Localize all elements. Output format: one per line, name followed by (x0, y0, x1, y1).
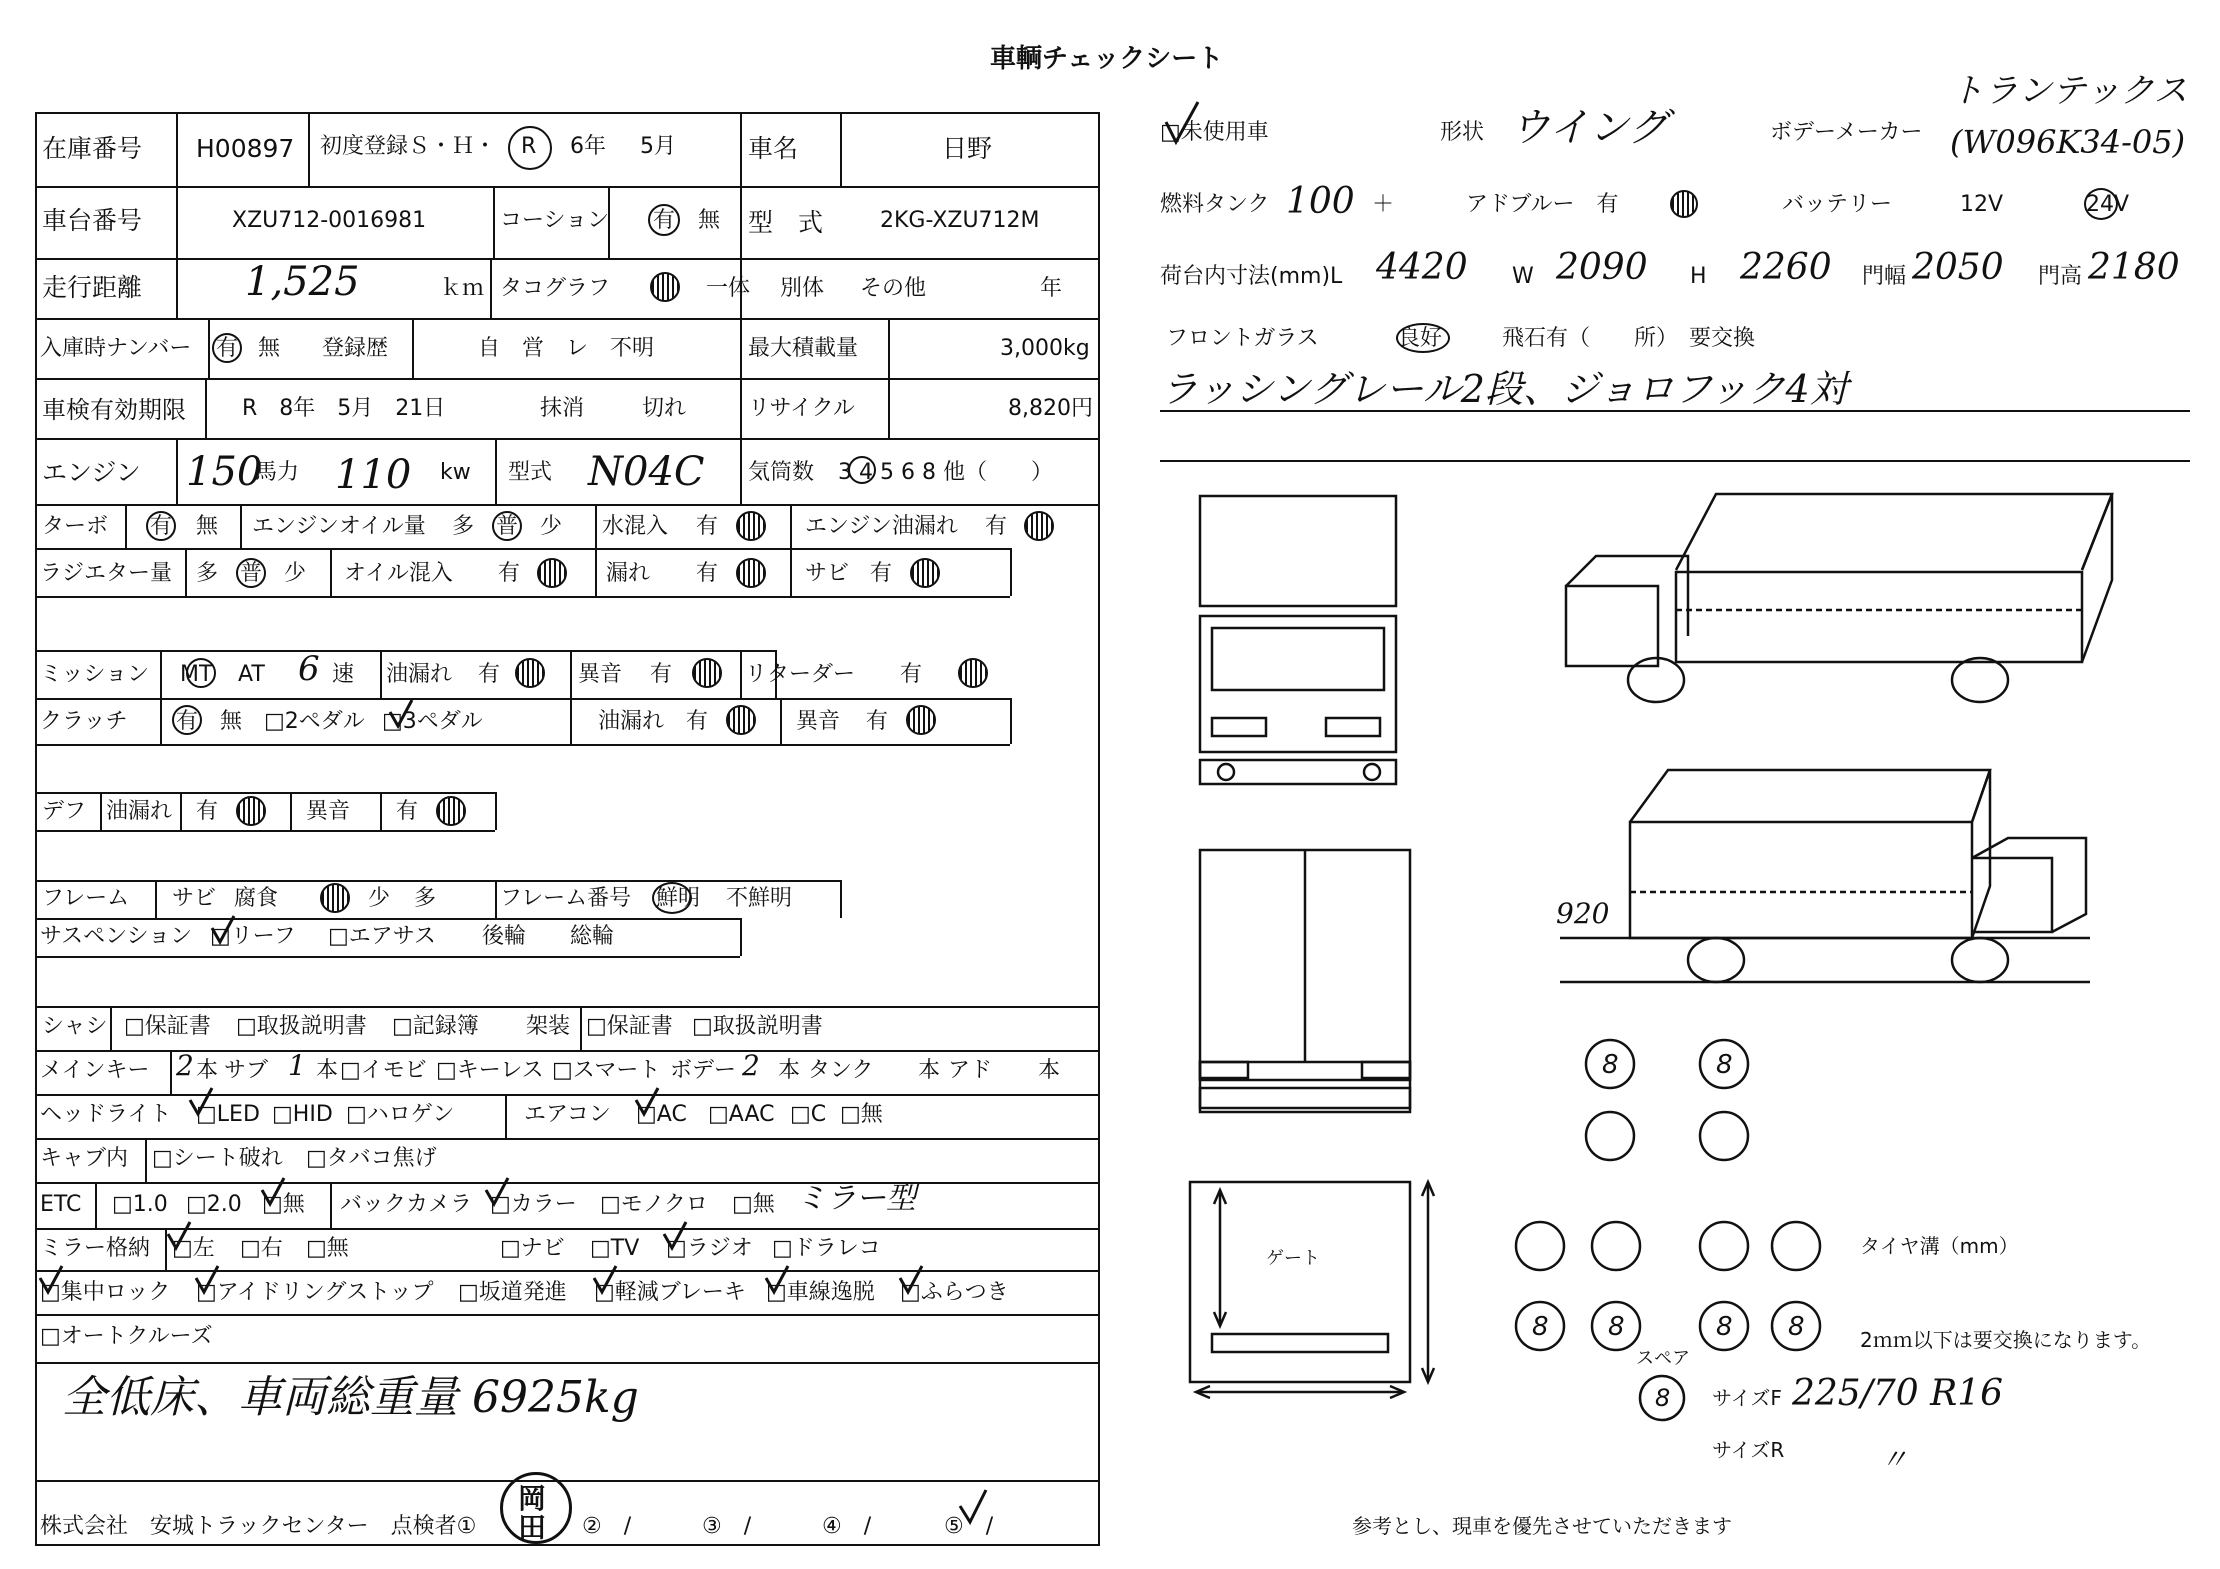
inspector-3: ③ / (702, 1514, 752, 1539)
mission-speed-value: 6 (298, 649, 320, 689)
tire-front-left: 8 (1602, 1050, 1619, 1080)
aircon-label: エアコン (524, 1102, 611, 1127)
clutch-2pedal: □2ペダル (264, 709, 365, 734)
tire-depth-label: タイヤ溝（mm） (1860, 1234, 2019, 1258)
radiator-label: ラジエター量 (40, 561, 173, 586)
diff-oil-leak: 油漏れ (106, 799, 173, 824)
frame-many: 多 (414, 886, 437, 911)
footer-company: 株式会社 安城トラックセンター 点検者① (40, 1514, 477, 1539)
windshield-label: フロントガラス (1166, 326, 1319, 351)
spare-label: スペア (1636, 1348, 1690, 1369)
clutch-oil-leak: 油漏れ (598, 709, 665, 734)
clutch-yes: 有 (176, 709, 199, 734)
engine-oil-leak-label: エンジン油漏れ (805, 514, 958, 539)
chassis-manual: □取扱説明書 (236, 1014, 367, 1039)
cargo-width: 2090 (1556, 247, 1648, 288)
backcam-label: バックカメラ (340, 1192, 473, 1217)
body-docs-label: 架装 (526, 1014, 571, 1039)
mission-label: ミッション (40, 662, 150, 687)
remarks: 全低床、車両総重量 6925kg (62, 1372, 639, 1423)
retarder-yes: 有 (900, 662, 923, 687)
clutch-label: クラッチ (40, 709, 128, 734)
mission-oil-yes: 有 (478, 662, 501, 687)
mileage-label: 走行距離 (42, 273, 143, 302)
mission-speed-label: 速 (332, 662, 355, 687)
plate-yes: 有 (216, 336, 239, 361)
frame-unclear: 不鮮明 (726, 886, 793, 911)
backcam-mono: □モノクロ (600, 1192, 708, 1217)
first-registration-label: 初度登録Ｓ・Ｈ・ (320, 134, 497, 159)
frame-clear: 鮮明 (656, 886, 701, 911)
cargo-height: 2260 (1740, 247, 1832, 288)
chassis-warranty: □保証書 (124, 1014, 211, 1039)
mission-noise-yes: 有 (650, 662, 673, 687)
dorareco: □ドラレコ (772, 1236, 881, 1261)
mirror-label: ミラー格納 (40, 1236, 151, 1261)
erase-label: 抹消 (540, 396, 585, 421)
stock-number-label: 在庫番号 (42, 134, 143, 163)
subkey-label: サブ (224, 1058, 269, 1083)
frame-rust: サビ (172, 886, 217, 911)
body-manual: □取扱説明書 (692, 1014, 823, 1039)
cylinder-label: 気筒数 (748, 460, 815, 485)
leak-yes: 有 (696, 561, 719, 586)
radiator-few: 少 (284, 561, 307, 586)
mainkey-hon: 本 (196, 1058, 219, 1083)
diff-noise-yes: 有 (396, 799, 419, 824)
clutch-no: 無 (220, 709, 243, 734)
fuel-plus: ＋ (1372, 192, 1395, 217)
oil-amount-label: エンジンオイル量 (252, 514, 426, 539)
tire-rear-1: 8 (1532, 1312, 1549, 1342)
tire-replace-note: 2ｍｍ以下は要交換になります。 (1860, 1328, 2152, 1352)
reg-month: 5月 (640, 134, 676, 159)
caution-yes: 有 (653, 208, 676, 233)
stock-number-value: H00897 (196, 134, 295, 163)
page-title: 車輌チェックシート (990, 44, 1224, 74)
oil-mix-label: オイル混入 (344, 561, 453, 586)
engine-type-value: N04C (588, 449, 705, 495)
suspension-label: サスペンション (40, 924, 193, 949)
subkey-count: 1 (288, 1049, 306, 1082)
lane-departure: □車線逸脱 (766, 1280, 875, 1305)
headlight-hid: □HID (272, 1102, 333, 1127)
body-maker-value: トランテックス (1950, 71, 2188, 111)
mainkey-label: メインキー (40, 1058, 150, 1083)
etc-20: □2.0 (186, 1192, 242, 1217)
idling-stop: □アイドリングストップ (196, 1280, 434, 1305)
windshield-good: 良好 (1398, 326, 1443, 351)
radiator-many: 多 (196, 561, 219, 586)
aircon-ac: □AC (636, 1102, 687, 1127)
spare-value: 8 (1655, 1384, 1671, 1412)
inspector-2: ② / (582, 1514, 632, 1539)
bodykey-count: 2 (742, 1049, 760, 1082)
cab-seat: □シート破れ (152, 1146, 283, 1171)
battery-24v: 24V (2086, 192, 2130, 217)
headlight-label: ヘッドライト (40, 1102, 172, 1127)
mission-at: AT (238, 662, 265, 687)
aircon-none: □無 (840, 1102, 883, 1127)
water-mix-label: 水混入 (602, 514, 669, 539)
car-name-label: 車名 (748, 134, 799, 163)
subkey-hon: 本 (316, 1058, 339, 1083)
clutch-3pedal: □3ペダル (382, 709, 483, 734)
cargo-h-label: H (1690, 264, 1707, 289)
reg-year: 6年 (570, 134, 606, 159)
chassis-number-value: XZU712-0016981 (232, 208, 427, 233)
engine-type-label: 型式 (508, 460, 553, 485)
cylinder-options: 3 4 5 6 8 他（ ） (838, 460, 1053, 485)
cargo-length: 4420 (1376, 247, 1468, 288)
keyless: □キーレス (436, 1058, 544, 1083)
size-r-value: 〃 (1880, 1443, 1909, 1476)
etc-label: ETC (40, 1192, 82, 1217)
water-yes: 有 (696, 514, 719, 539)
frame-label: フレーム (42, 886, 130, 911)
chassis-record: □記録簿 (392, 1014, 479, 1039)
backcam-note: ミラー型 (796, 1181, 916, 1216)
engine-label: エンジン (42, 458, 141, 487)
horsepower-value: 150 (186, 449, 263, 495)
auto-cruise: □オートクルーズ (40, 1324, 213, 1349)
oil-few: 少 (540, 514, 563, 539)
diff-oil-yes: 有 (196, 799, 219, 824)
adkey-hon: 本 (1038, 1058, 1061, 1083)
shape-label: 形状 (1440, 120, 1485, 145)
mirror-left: □左 (172, 1236, 215, 1261)
oil-normal: 普 (496, 514, 519, 539)
cab-label: キャブ内 (40, 1146, 129, 1171)
unused-vehicle: □未使用車 (1160, 120, 1269, 145)
susp-air: □エアサス (328, 924, 436, 949)
cargo-w-label: W (1512, 264, 1534, 289)
plate-no: 無 (258, 336, 281, 361)
reg-history-label: 登録歴 (322, 336, 389, 361)
car-name-value: 日野 (942, 134, 993, 163)
max-load-value: 3,000kg (1000, 336, 1090, 361)
smartkey: □スマート (552, 1058, 661, 1083)
mission-oil-leak: 油漏れ (386, 662, 453, 687)
susp-rear: 後輪 (482, 924, 527, 949)
tacho-integrated: 一体 (706, 276, 751, 301)
etc-none: □無 (262, 1192, 305, 1217)
wobble-alert: □ふらつき (900, 1280, 1009, 1305)
gate-height: 2180 (2088, 247, 2180, 288)
recycle-label: リサイクル (748, 396, 855, 421)
body-warranty: □保証書 (586, 1014, 673, 1039)
windshield-chip: 飛石有（ 所） 要交換 (1502, 326, 1756, 351)
clutch-oil-yes: 有 (686, 709, 709, 734)
tankkey-hon: 本 (918, 1058, 941, 1083)
gate-width-label: 門幅 (1862, 264, 1907, 289)
rust-label: サビ (805, 561, 850, 586)
expired-label: 切れ (642, 396, 687, 421)
cab-tobacco: □タバコ焦げ (306, 1146, 437, 1171)
inspector-5: ⑤ / (944, 1514, 994, 1539)
body-note: ラッシングレール2段、ジョロフック4対 (1160, 367, 1848, 411)
radio: □ラジオ (666, 1236, 753, 1261)
size-r-label: サイズR (1712, 1438, 1785, 1462)
adblue-label: アドブルー 有 (1466, 192, 1619, 217)
recycle-value: 8,820円 (1008, 396, 1093, 421)
model-value: 2KG-XZU712M (880, 208, 1040, 233)
size-f-value: 225/70 R16 (1792, 1373, 2004, 1414)
susp-leaf: □リーフ (210, 924, 296, 949)
retarder-label: リターダー (745, 662, 856, 687)
inspection-value: R 8年 5月 21日 (242, 396, 446, 421)
tv: □TV (590, 1236, 640, 1261)
inspector-stamp-text: 岡田 (518, 1482, 547, 1545)
chassis-number-label: 車台番号 (42, 206, 143, 235)
fuel-tank-label: 燃料タンク (1160, 192, 1270, 217)
oil-many: 多 (452, 514, 475, 539)
bodykey-hon: 本 (778, 1058, 801, 1083)
clutch-noise-yes: 有 (866, 709, 889, 734)
backcam-color: □カラー (490, 1192, 577, 1217)
max-load-label: 最大積載量 (748, 336, 859, 361)
tacho-year: 年 (1040, 276, 1063, 301)
etc-10: □1.0 (112, 1192, 168, 1217)
frame-number-label: フレーム番号 (500, 886, 632, 911)
inspector-4: ④ / (822, 1514, 872, 1539)
aircon-c: □C (790, 1102, 827, 1127)
kw-label: kw (440, 460, 471, 485)
susp-all: 総輪 (570, 924, 615, 949)
turbo-yes: 有 (150, 514, 173, 539)
immobi: □イモビ (340, 1058, 427, 1083)
reg-history-options: 自 営 レ 不明 (478, 336, 655, 361)
clutch-noise: 異音 (796, 709, 841, 734)
backcam-none: □無 (732, 1192, 775, 1217)
battery-label: バッテリー (1782, 192, 1893, 217)
kw-value: 110 (335, 452, 412, 498)
adkey-label: アド (948, 1058, 993, 1083)
gate-height-label: 門高 (2038, 264, 2083, 289)
caution-label: コーション (500, 208, 610, 233)
mirror-right: □右 (240, 1236, 283, 1261)
model-label: 型 式 (748, 208, 824, 237)
era-value: R (521, 134, 537, 159)
turbo-no: 無 (196, 514, 219, 539)
tachograph-label: タコグラフ (500, 276, 611, 301)
body-maker-code: (W096K34-05) (1950, 123, 2186, 161)
floor-height: 920 (1556, 897, 1610, 930)
horsepower-label: 馬力 (255, 460, 300, 485)
mainkey-count: 2 (176, 1049, 194, 1082)
size-f-label: サイズF (1712, 1386, 1782, 1410)
gate-label: ゲート (1266, 1248, 1320, 1269)
frame-corrosion: 腐食 (234, 886, 279, 911)
body-maker-label: ボデーメーカー (1770, 120, 1923, 145)
plate-label: 入庫時ナンバー (40, 336, 192, 361)
mirror-none: □無 (306, 1236, 349, 1261)
caution-no: 無 (698, 208, 721, 233)
chassis-docs-label: シャシ (42, 1014, 108, 1039)
tire-front-right: 8 (1716, 1050, 1733, 1080)
radiator-normal: 普 (240, 561, 263, 586)
engine-oil-leak-yes: 有 (985, 514, 1008, 539)
tacho-other: その他 (860, 276, 927, 301)
km-unit: ｋｍ (440, 276, 485, 301)
diff-noise: 異音 (306, 799, 351, 824)
turbo-label: ターボ (42, 514, 109, 539)
mission-noise: 異音 (578, 662, 623, 687)
battery-12v: 12V (1960, 192, 2004, 217)
tire-rear-4: 8 (1788, 1312, 1805, 1342)
tire-rear-3: 8 (1716, 1312, 1733, 1342)
inspection-label: 車検有効期限 (42, 396, 186, 424)
hill-start: □坂道発進 (458, 1280, 567, 1305)
diff-label: デフ (42, 799, 87, 824)
fuel-tank-value: 100 (1286, 181, 1355, 222)
mission-mt: MT (180, 662, 213, 687)
navi: □ナビ (500, 1236, 565, 1261)
mileage-value: 1,525 (245, 259, 360, 305)
gate-width: 2050 (1912, 247, 2004, 288)
bodykey-label: ボデー (670, 1058, 737, 1083)
central-lock: □集中ロック (40, 1280, 171, 1305)
brake-assist: □軽減ブレーキ (594, 1280, 746, 1305)
tire-rear-2: 8 (1608, 1312, 1625, 1342)
bottom-note: 参考とし、現車を優先させていただきます (1352, 1514, 1732, 1538)
leak-label: 漏れ (606, 561, 651, 586)
tacho-separate: 別体 (780, 276, 825, 301)
headlight-halogen: □ハロゲン (346, 1102, 455, 1127)
frame-few: 少 (368, 886, 391, 911)
rust-yes: 有 (870, 561, 893, 586)
aircon-aac: □AAC (708, 1102, 775, 1127)
cargo-dim-label: 荷台内寸法(mm)L (1160, 264, 1343, 289)
headlight-led: □LED (196, 1102, 260, 1127)
oil-mix-yes: 有 (498, 561, 521, 586)
tankkey-label: タンク (808, 1058, 874, 1083)
shape-value: ウイング (1510, 105, 1668, 151)
